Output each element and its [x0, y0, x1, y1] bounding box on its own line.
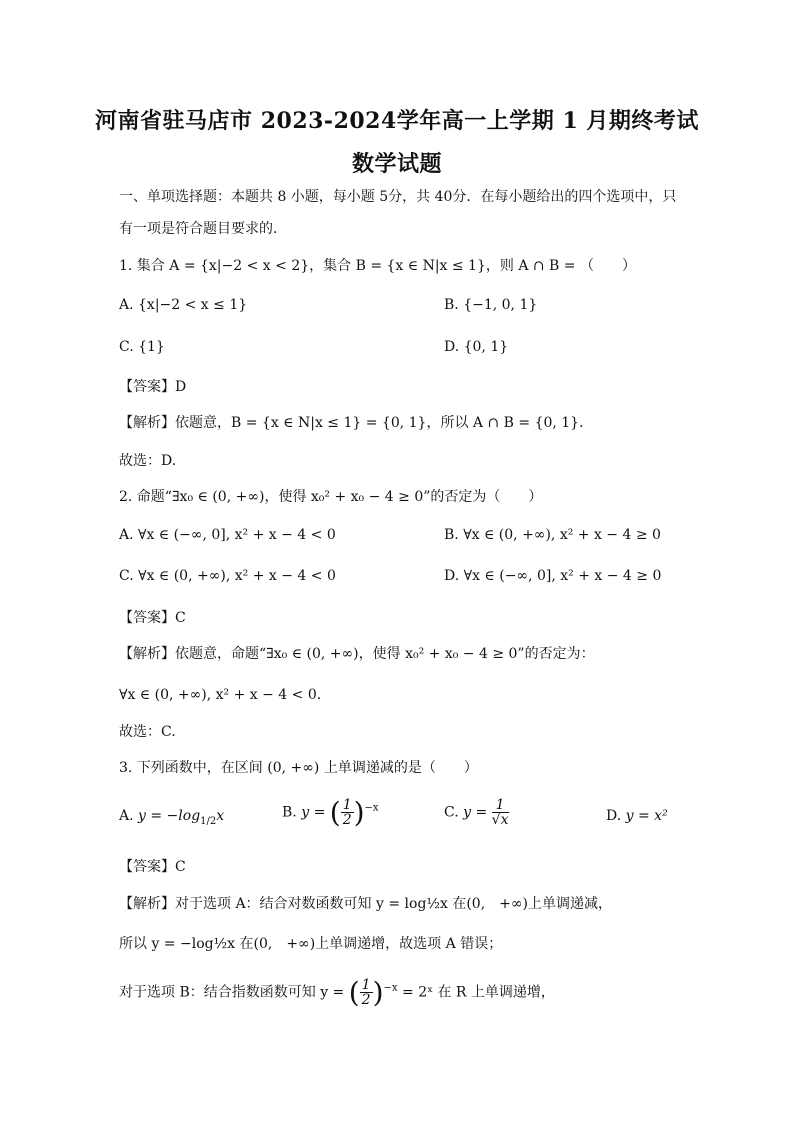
q2-option-a: A. ∀x ∈ (−∞, 0], x² + x − 4 < 0: [119, 527, 336, 543]
q3-option-c: [444, 798, 509, 827]
q1-conclusion: 故选：D.: [119, 453, 177, 469]
q3-option-b-exponent: −x: [364, 802, 379, 814]
q3-option-a-var: x: [216, 808, 225, 824]
section-instruction-line1: 一、单项选择题：本题共 8 小题，每小题 5分，共 40分．在每小题给出的四个选项中，只: [119, 189, 677, 205]
q3-option-a-base: 1/2: [200, 816, 217, 827]
exam-title: 河南省驻马店市 2023-2024学年高一上学期 1 月期终考试: [95, 108, 699, 134]
q3-option-c-label: C.: [444, 804, 459, 821]
q3-answer: 【答案】C: [119, 859, 186, 875]
q3-option-b-expr: y =: [301, 804, 326, 821]
q3-option-c-fraction: $\frac{1}{√x}$: [491, 797, 509, 828]
q1-analysis: 【解析】依题意，B = {x ∈ N|x ≤ 1} = {0, 1}，所以 A ∩ B = {0, 1}．: [119, 415, 594, 431]
q3-option-c-expr: y =: [463, 804, 488, 821]
q2-analysis: 【解析】依题意，命题“∃x₀ ∈ (0, +∞)，使得 x₀² + x₀ − 4 ≥ 0”的否定为：: [119, 646, 595, 662]
q1-option-a: A. {x|−2 < x ≤ 1}: [119, 297, 248, 313]
q3-option-a: [119, 808, 224, 827]
q2-answer: 【答案】C: [119, 610, 186, 626]
q3-analysis-b-text: 对于选项 B：结合指数函数可知 y =: [119, 984, 345, 1001]
q3-analysis-a: 【解析】对于选项 A：结合对数函数可知 y = log½x 在(0, +∞)上单调递减，: [119, 896, 613, 912]
q1-option-b: B. {−1, 0, 1}: [444, 297, 538, 313]
section-instruction-line2: 有一项是符合题目要求的．: [119, 221, 287, 237]
q2-stem: 2. 命题“∃x₀ ∈ (0, +∞)，使得 x₀² + x₀ − 4 ≥ 0”的否定为（ ）: [119, 489, 543, 505]
q3-option-b-label: B.: [282, 804, 297, 821]
q3-analysis-a-result: 所以 y = −log½x 在(0, +∞)上单调递增，故选项 A 错误；: [119, 936, 503, 952]
q3-option-a-label: A.: [119, 808, 134, 824]
q3-analysis-b-tail: = 2ˣ 在 R 上单调递增，: [402, 984, 555, 1001]
q3-option-b: B. y = ( $\frac{1}{2}$ )$^{-x}$: [282, 796, 379, 829]
q2-option-d: D. ∀x ∈ (−∞, 0], x² + x − 4 ≥ 0: [444, 568, 662, 584]
q2-option-b: B. ∀x ∈ (0, +∞), x² + x − 4 ≥ 0: [444, 527, 661, 543]
q3-option-a-expr: y = −log: [138, 808, 201, 824]
q1-answer: 【答案】D: [119, 379, 187, 395]
exam-subtitle: 数学试题: [351, 151, 442, 177]
q3-option-b-fraction: $\frac{1}{2}$: [342, 797, 352, 828]
q2-conclusion: 故选：C.: [119, 724, 176, 740]
q2-option-c: C. ∀x ∈ (0, +∞), x² + x − 4 < 0: [119, 568, 336, 584]
q1-option-c: C. {1}: [119, 339, 165, 355]
q1-stem: 1. 集合 A = {x|−2 < x < 2}，集合 B = {x ∈ N|x ≤ 1}，则 A ∩ B = （ ）: [119, 258, 636, 274]
q3-option-d-label: D.: [606, 808, 622, 824]
q3-stem: 3. 下列函数中，在区间 (0, +∞) 上单调递减的是（ ）: [119, 760, 478, 776]
q1-option-d: D. {0, 1}: [444, 339, 509, 355]
q3-option-d: [606, 808, 668, 824]
q3-analysis-b: 对于选项 B：结合指数函数可知 y = ( $\frac{1}{2}$ )$^{-x}$ = 2ˣ 在 R 上单调递增，: [119, 976, 555, 1009]
q3-analysis-b-exponent: −x: [383, 982, 398, 994]
q3-analysis-b-fraction: $\frac{1}{2}$: [361, 977, 371, 1008]
q2-analysis-result: ∀x ∈ (0, +∞), x² + x − 4 < 0．: [119, 687, 331, 703]
q3-option-d-expr: y = x²: [625, 808, 668, 824]
